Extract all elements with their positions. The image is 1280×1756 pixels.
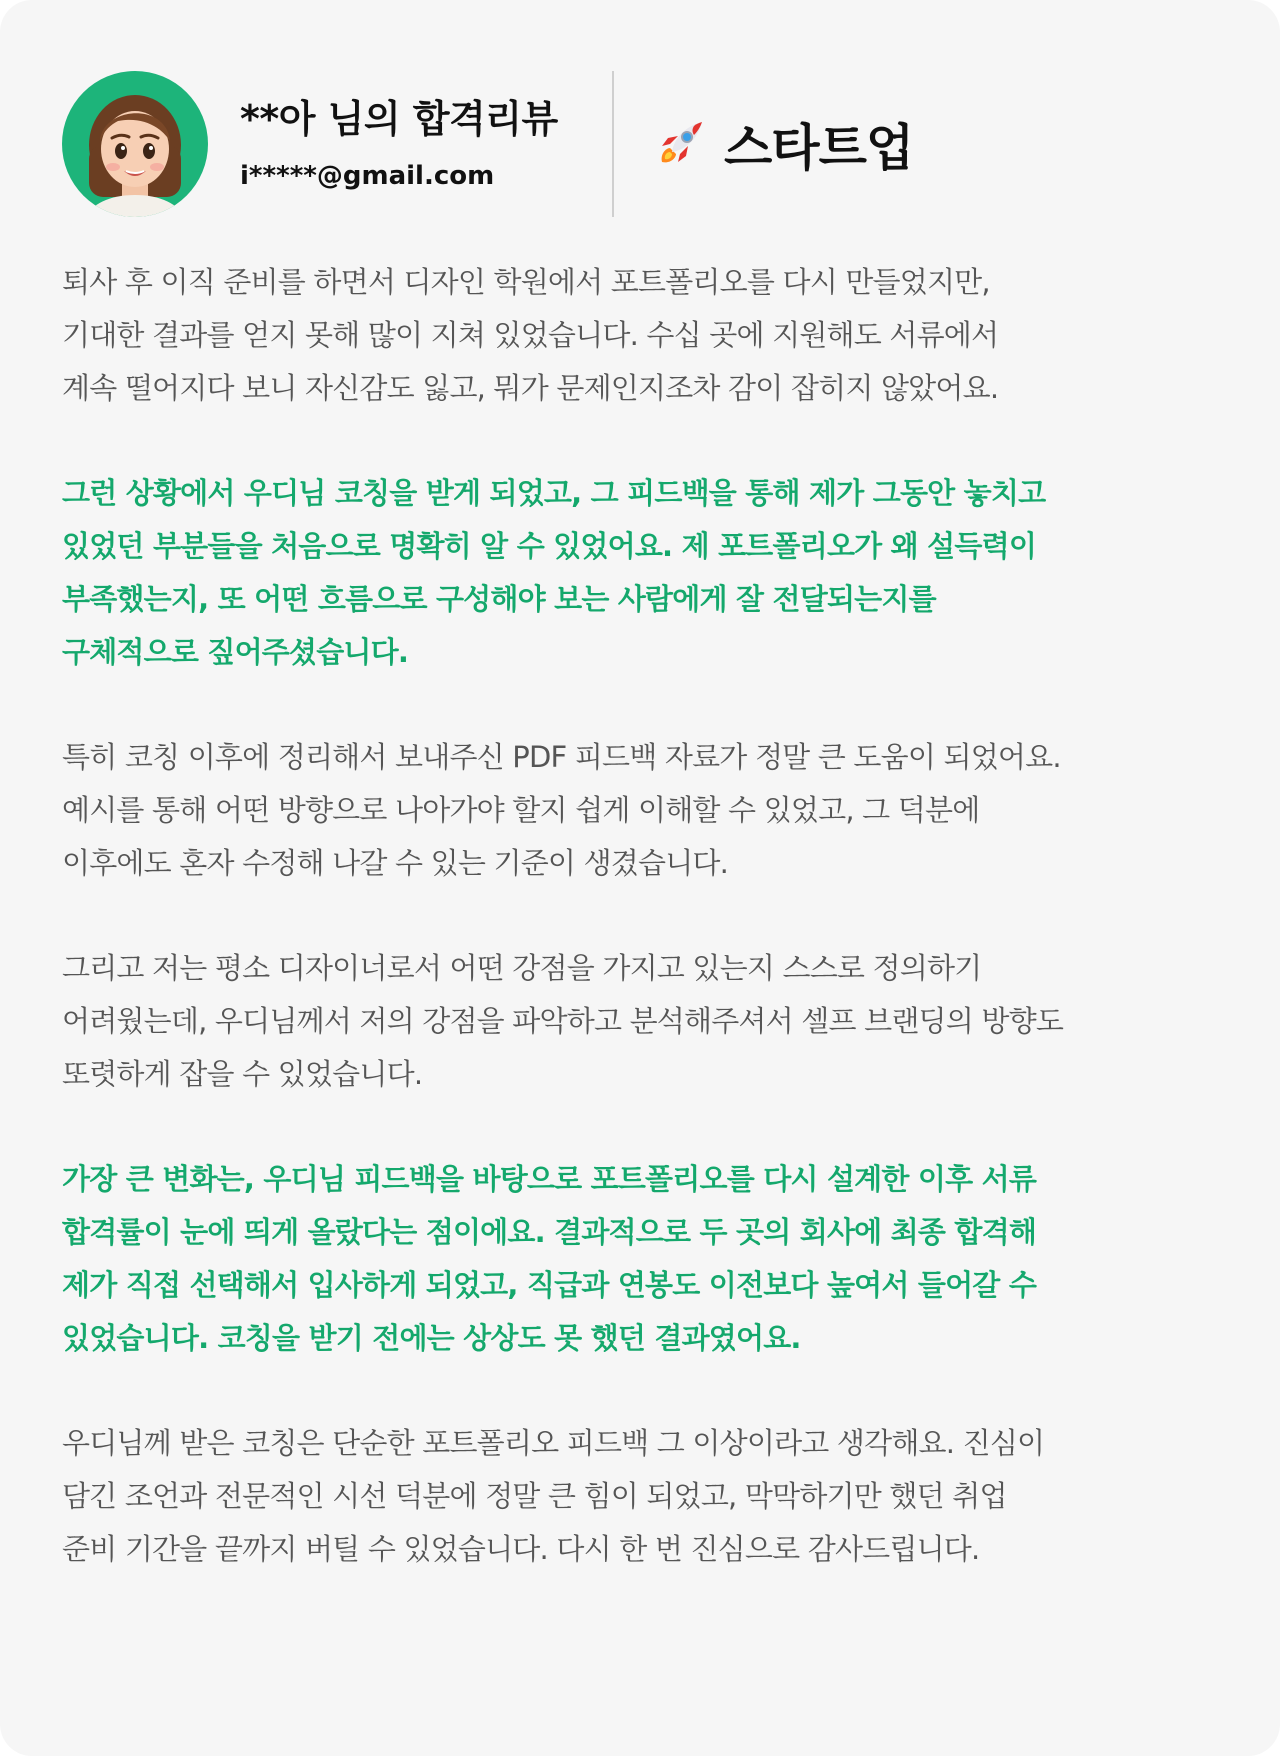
rocket-icon — [652, 116, 708, 172]
reviewer-title: **아 님의 합격리뷰 — [240, 97, 558, 141]
category-label: 스타트업 — [724, 119, 914, 177]
review-paragraph: 우디님께 받은 코칭은 단순한 포트폴리오 피드백 그 이상이라고 생각해요. 진심이 담긴 조언과 전문적인 시선 덕분에 정말 큰 힘이 되었고, 막막하기만 했던 취업 준비 기간을 끝까지 버틸 수 있었습니다. 다시 한 번 진심으로 감사드립니다. — [62, 1426, 1045, 1566]
review-paragraph: 퇴사 후 이직 준비를 하면서 디자인 학원에서 포트폴리오를 다시 만들었지만, 기대한 결과를 얻지 못해 많이 지쳐 있었습니다. 수십 곳에 지원해도 서류에서 계속 떨어지다 보니 자신감도 잃고, 뭐가 문제인지조차 감이 잡히지 않았어요. — [62, 265, 999, 405]
header-divider — [612, 71, 614, 217]
review-paragraph-highlight: 그런 상황에서 우디님 코칭을 받게 되었고, 그 피드백을 통해 제가 그동안 놓치고 있었던 부분들을 처음으로 명확히 알 수 있었어요. 제 포트폴리오가 왜 설득력이 부족했는지, 또 어떤 흐름으로 구성해야 보는 사람에게 잘 전달되는지를 구체적으로 짚어주셨습니다. — [62, 476, 1046, 669]
review-paragraph-highlight: 가장 큰 변화는, 우디님 피드백을 바탕으로 포트폴리오를 다시 설계한 이후 서류 합격률이 눈에 띄게 올랐다는 점이에요. 결과적으로 두 곳의 회사에 최종 합격해 제가 직접 선택해서 입사하게 되었고, 직급과 연봉도 이전보다 높여서 들어갈 수 있었습니다. 코칭을 받기 전에는 상상도 못 했던 결과였어요. — [62, 1162, 1037, 1355]
reviewer-email: i*****@gmail.com — [240, 161, 495, 191]
review-body — [62, 256, 1222, 1628]
reviewer-identity — [240, 96, 600, 192]
female-avatar-icon — [62, 71, 208, 217]
review-paragraph: 특히 코칭 이후에 정리해서 보내주신 PDF 피드백 자료가 정말 큰 도움이 되었어요. 예시를 통해 어떤 방향으로 나아가야 할지 쉽게 이해할 수 있었고, 그 덕분에 이후에도 혼자 수정해 나갈 수 있는 기준이 생겼습니다. — [62, 740, 1061, 880]
review-paragraph: 그리고 저는 평소 디자이너로서 어떤 강점을 가지고 있는지 스스로 정의하기 어려웠는데, 우디님께서 저의 강점을 파악하고 분석해주셔서 셀프 브랜딩의 방향도 또렷하게 잡을 수 있었습니다. — [62, 951, 1064, 1091]
review-header — [62, 70, 913, 218]
category-tag — [652, 108, 913, 180]
